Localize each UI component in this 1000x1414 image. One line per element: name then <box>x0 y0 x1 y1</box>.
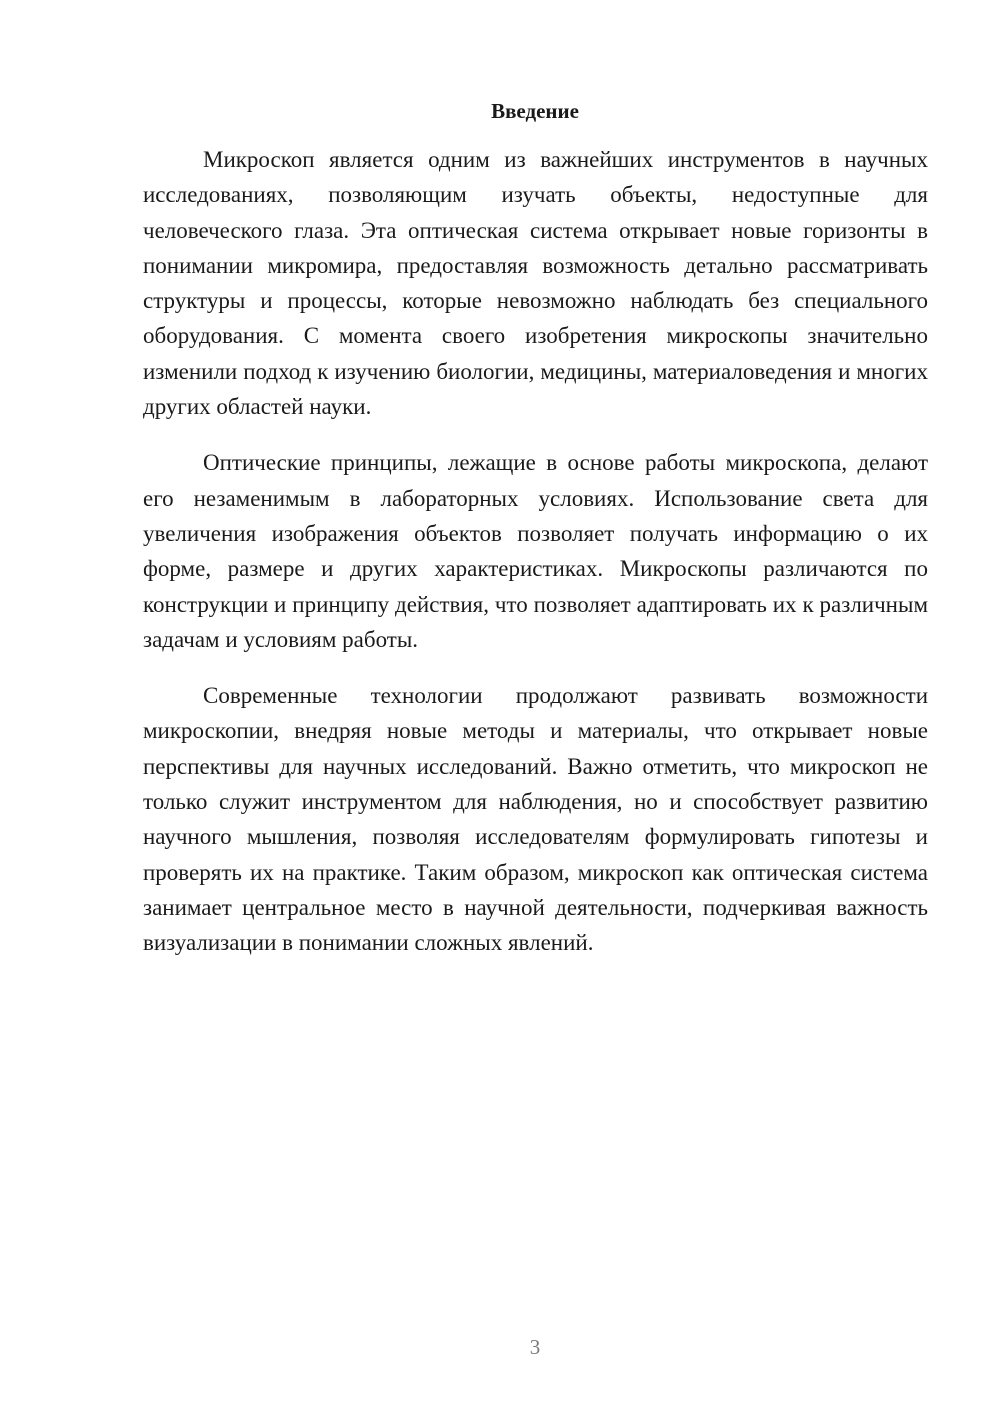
body-text <box>143 142 928 982</box>
paragraph-1: Микроскоп является одним из важнейших инструментов в научных исследованиях, позволяющим изучать объекты, недоступные для человеческого глаза. Эта оптическая система открывает новые горизонты в понимании микромира, предоставляя возможность детально рассматривать структуры и процессы, которые невозможно наблюдать без специального оборудования. С момента своего изобретения микроскопы значительно изменили подход к изучению биологии, медицины, материаловедения и многих других областей науки. <box>143 147 928 420</box>
paragraph-3: Современные технологии продолжают развивать возможности микроскопии, внедряя новые методы и материалы, что открывает новые перспективы для научных исследований. Важно отметить, что микроскоп не только служит инструментом для наблюдения, но и способствует развитию научного мышления, позволяя исследователям формулировать гипотезы и проверять их на практике. Таким образом, микроскоп как оптическая система занимает центральное место в научной деятельности, подчеркивая важность визуализации в понимании сложных явлений. <box>143 683 928 956</box>
section-heading: Введение <box>491 99 579 123</box>
paragraph-2: Оптические принципы, лежащие в основе работы микроскопа, делают его незаменимым в лабораторных условиях. Использование света для увеличения изображения объектов позволяет получать информацию о их форме, размере и других характеристиках. Микроскопы различаются по конструкции и принципу действия, что позволяет адаптировать их к различным задачам и условиям работы. <box>143 450 928 652</box>
page-number: 3 <box>529 1335 541 1359</box>
